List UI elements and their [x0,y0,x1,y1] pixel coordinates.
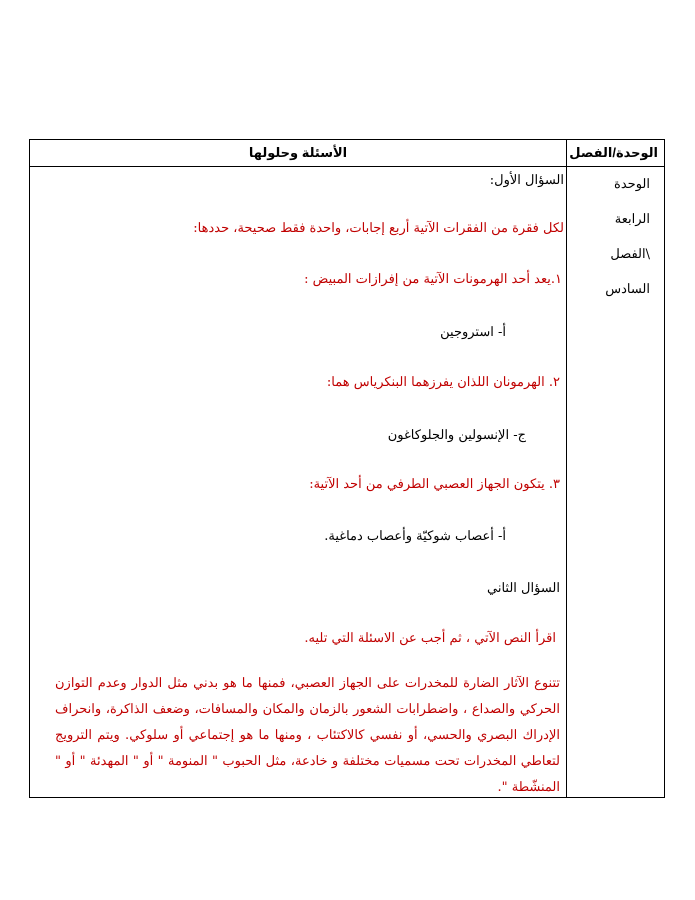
question-1-item-3: ٣. يتكون الجهاز العصبي الطرفي من أحد الآتية: [309,477,560,492]
question-1-title: السؤال الأول: [489,173,564,188]
unit-cell [567,167,665,798]
table-body-row [30,167,665,798]
questions-table [29,139,665,798]
table-header-row [30,140,665,167]
questions-cell [30,167,567,798]
unit-line-unit: الوحدة [614,177,650,192]
unit-column-header: الوحدة/الفصل [567,140,665,167]
question-2-title: السؤال الثاني [487,581,560,596]
question-1-answer-1: أ- استروجين [440,325,506,340]
unit-line-fourth: الرابعة [614,212,650,227]
question-1-answer-3: أ- أعصاب شوكيّة وأعصاب دماغية. [324,529,506,544]
question-1-item-2: ٢. الهرمونان اللذان يفرزهما البنكرياس هما: [326,375,560,390]
unit-line-sixth: السادس [605,282,650,297]
question-1-item-1: ١.يعد أحد الهرمونات الآتية من إفرازات المبيض : [304,272,562,287]
questions-column-header: الأسئلة وحلولها [30,140,567,167]
question-2-instruction: اقرأ النص الآتي ، ثم أجب عن الاسئلة التي تليه. [304,631,556,646]
question-2-passage: تتنوع الآثار الضارة للمخدرات على الجهاز العصبي، فمنها ما هو بدني مثل الدوار وعدم التوازن الحركي والصداع ، واضطرابات الشعور بالزمان والمكان والمسافات، وضعف الذاكرة، وانحراف الإدراك البصري والحسي، أو نفسي كالاكتئاب ، ومنها ما هو إجتماعي أو سلوكي. ويتم الترويج لتعاطي المخدرات تحت مسميات مختلفة و خادعة، مثل الحبوب " المنومة " أو " المهدئة " أو " المنشّطة ". [55,676,560,795]
question-1-instruction: لكل فقرة من الفقرات الآتية أربع إجابات، واحدة فقط صحيحة، حددها: [193,221,564,236]
unit-line-chapter: \الفصل [610,247,650,262]
question-1-answer-2: ج- الإنسولين والجلوكاغون [387,428,526,443]
